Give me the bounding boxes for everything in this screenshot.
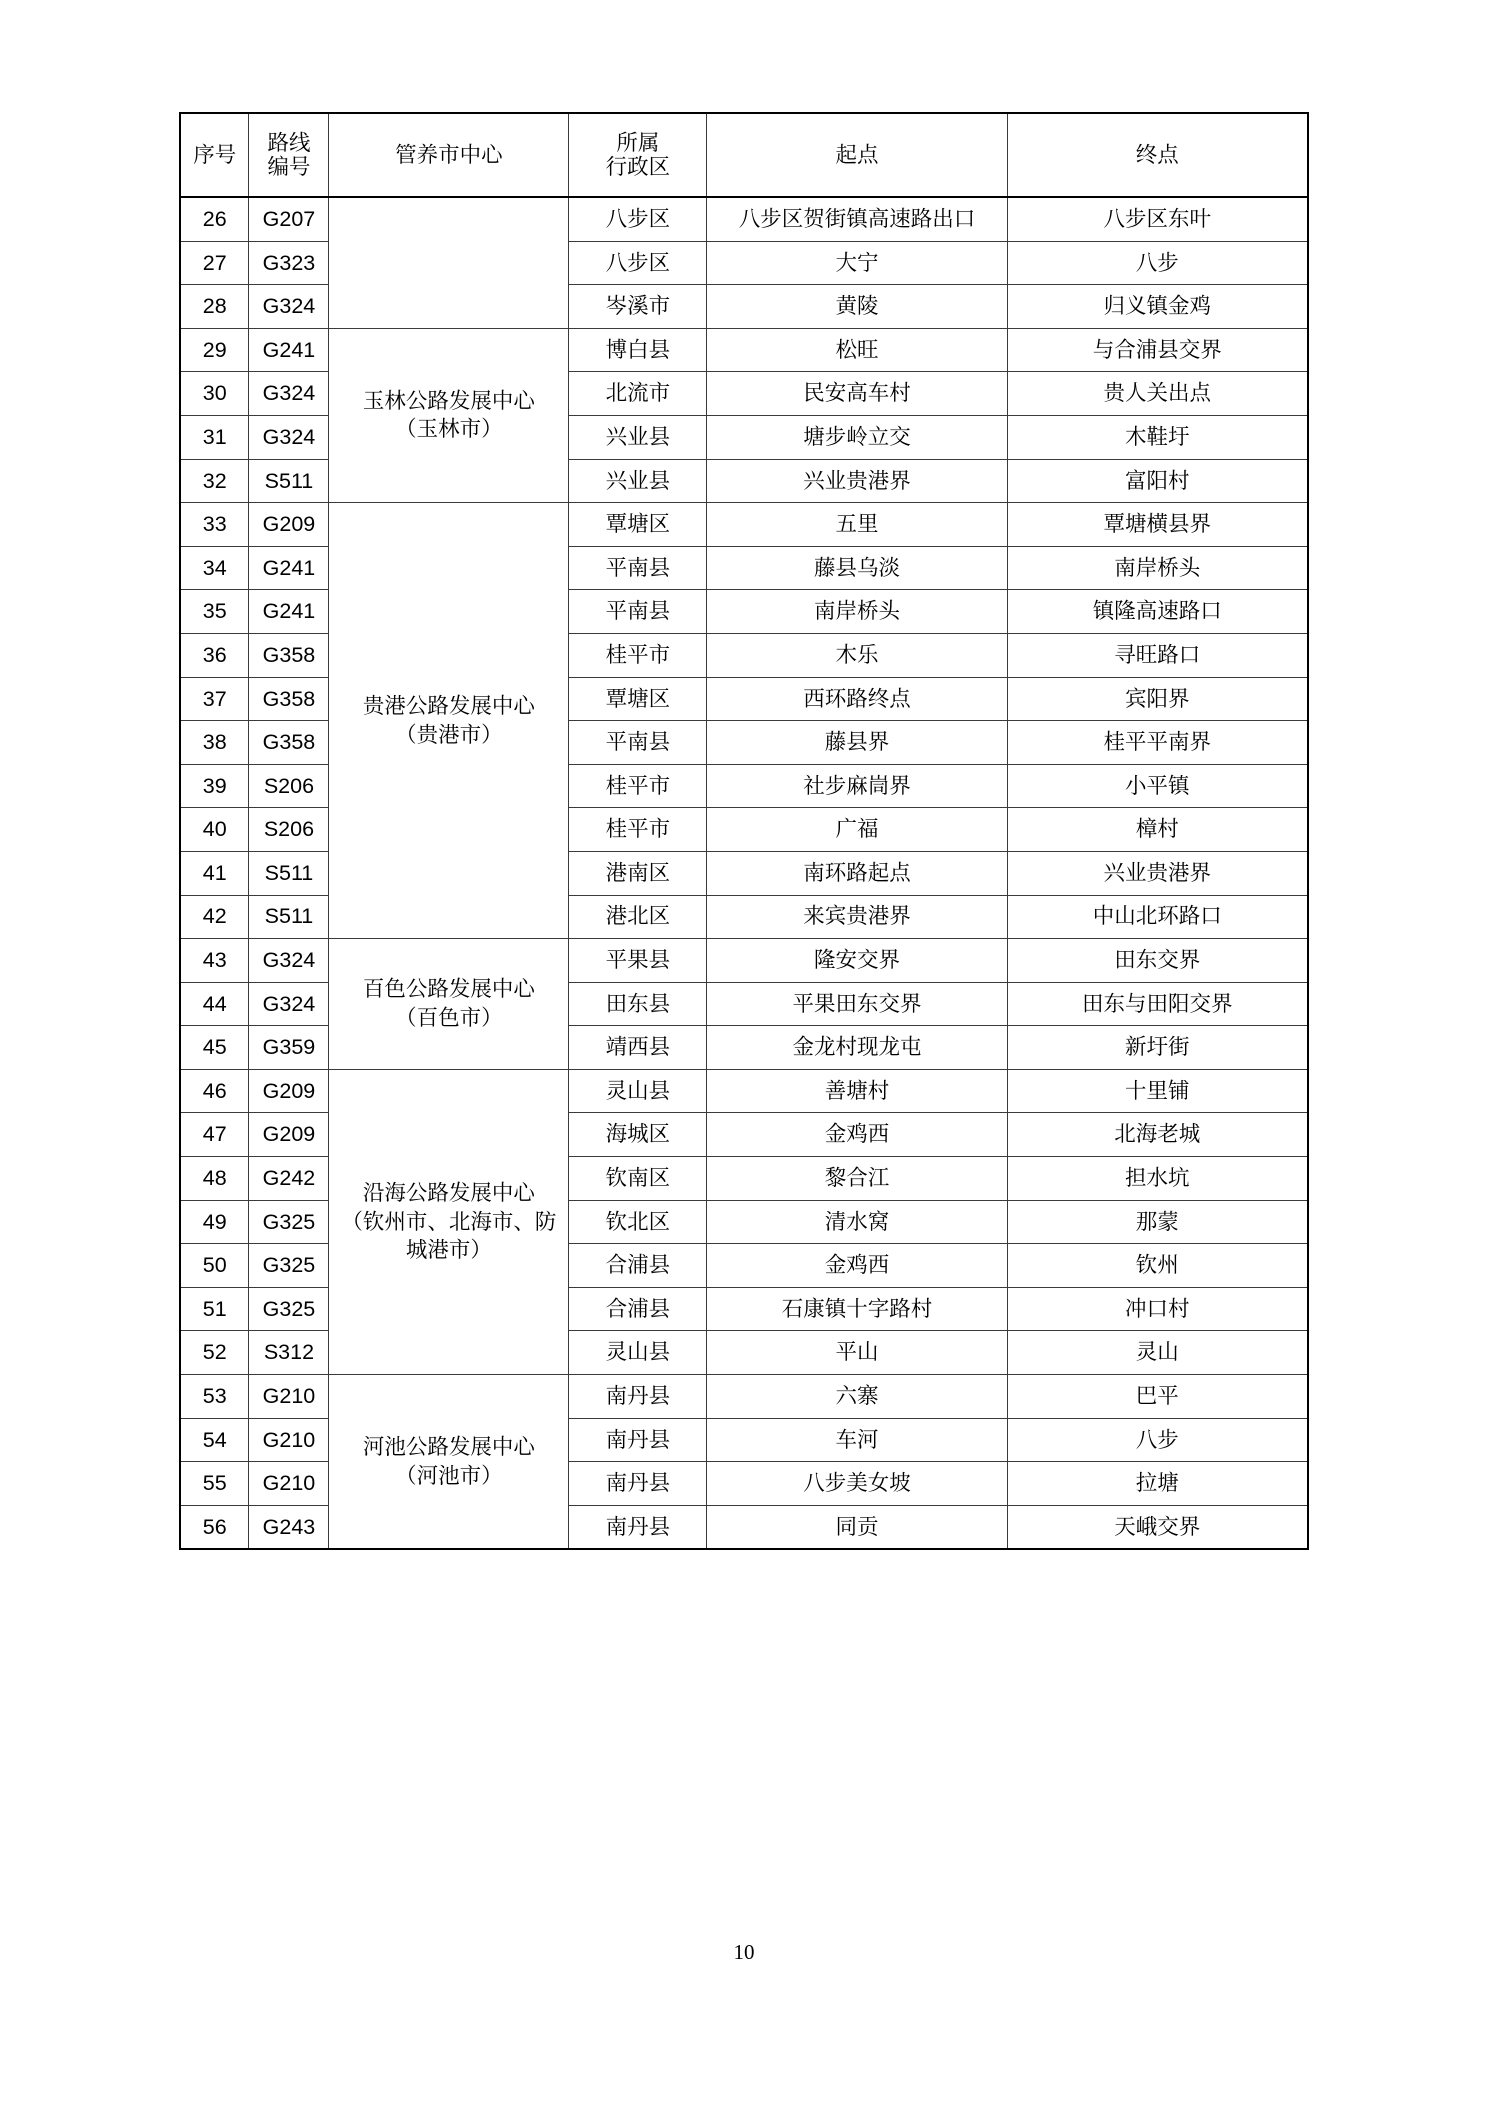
cell-start-point: 隆安交界 <box>707 939 1007 983</box>
cell-start-point: 塘步岭立交 <box>707 415 1007 459</box>
cell-route-number: G209 <box>249 1069 329 1113</box>
cell-district: 博白县 <box>569 328 707 372</box>
cell-district: 兴业县 <box>569 459 707 503</box>
cell-start-point: 西环路终点 <box>707 677 1007 721</box>
cell-district: 钦北区 <box>569 1200 707 1244</box>
cell-end-point: 巴平 <box>1007 1375 1308 1419</box>
cell-start-point: 金鸡西 <box>707 1244 1007 1288</box>
cell-seq: 43 <box>180 939 249 983</box>
cell-end-point: 镇隆高速路口 <box>1007 590 1308 634</box>
cell-seq: 37 <box>180 677 249 721</box>
cell-end-point: 南岸桥头 <box>1007 546 1308 590</box>
cell-end-point: 木鞋圩 <box>1007 415 1308 459</box>
cell-route-number: G358 <box>249 677 329 721</box>
header-seq: 序号 <box>180 113 249 197</box>
cell-route-number: G359 <box>249 1026 329 1070</box>
cell-seq: 51 <box>180 1287 249 1331</box>
cell-route-number: S312 <box>249 1331 329 1375</box>
cell-maintenance-center <box>329 939 569 1070</box>
cell-end-point: 小平镇 <box>1007 764 1308 808</box>
table-row <box>180 939 1308 983</box>
cell-end-point: 兴业贵港界 <box>1007 851 1308 895</box>
cell-end-point: 天峨交界 <box>1007 1505 1308 1549</box>
cell-seq: 26 <box>180 197 249 241</box>
table-row <box>180 197 1308 241</box>
cell-end-point: 灵山 <box>1007 1331 1308 1375</box>
cell-start-point: 南环路起点 <box>707 851 1007 895</box>
cell-district: 田东县 <box>569 982 707 1026</box>
cell-seq: 52 <box>180 1331 249 1375</box>
cell-end-point: 冲口村 <box>1007 1287 1308 1331</box>
cell-start-point: 藤县乌淡 <box>707 546 1007 590</box>
cell-district: 覃塘区 <box>569 677 707 721</box>
cell-seq: 32 <box>180 459 249 503</box>
cell-route-number: G358 <box>249 633 329 677</box>
cell-start-point: 来宾贵港界 <box>707 895 1007 939</box>
cell-end-point: 覃塘横县界 <box>1007 503 1308 547</box>
cell-route-number: G324 <box>249 982 329 1026</box>
cell-seq: 39 <box>180 764 249 808</box>
cell-seq: 53 <box>180 1375 249 1419</box>
cell-route-number: S511 <box>249 851 329 895</box>
center-city: （贵港市） <box>395 722 503 747</box>
header-maintenance-center: 管养市中心 <box>329 113 569 197</box>
cell-end-point: 宾阳界 <box>1007 677 1308 721</box>
cell-end-point: 富阳村 <box>1007 459 1308 503</box>
cell-route-number: G243 <box>249 1505 329 1549</box>
cell-seq: 48 <box>180 1157 249 1201</box>
cell-start-point: 南岸桥头 <box>707 590 1007 634</box>
cell-route-number: G241 <box>249 546 329 590</box>
table-container <box>179 112 1309 1550</box>
cell-route-number: G324 <box>249 372 329 416</box>
cell-district: 南丹县 <box>569 1418 707 1462</box>
cell-end-point: 贵人关出点 <box>1007 372 1308 416</box>
table-row <box>180 1375 1308 1419</box>
cell-seq: 56 <box>180 1505 249 1549</box>
cell-district: 八步区 <box>569 241 707 285</box>
cell-start-point: 车河 <box>707 1418 1007 1462</box>
cell-start-point: 社步麻峝界 <box>707 764 1007 808</box>
cell-start-point: 广福 <box>707 808 1007 852</box>
cell-start-point: 民安高车村 <box>707 372 1007 416</box>
cell-district: 八步区 <box>569 197 707 241</box>
cell-seq: 35 <box>180 590 249 634</box>
cell-seq: 33 <box>180 503 249 547</box>
header-end-point: 终点 <box>1007 113 1308 197</box>
cell-route-number: G325 <box>249 1287 329 1331</box>
table-row <box>180 503 1308 547</box>
cell-seq: 41 <box>180 851 249 895</box>
cell-start-point: 黎合江 <box>707 1157 1007 1201</box>
cell-district: 平南县 <box>569 721 707 765</box>
cell-district: 港南区 <box>569 851 707 895</box>
center-city: （河池市） <box>395 1463 503 1488</box>
cell-district: 南丹县 <box>569 1375 707 1419</box>
cell-seq: 31 <box>180 415 249 459</box>
cell-route-number: S511 <box>249 459 329 503</box>
cell-start-point: 黄陵 <box>707 285 1007 329</box>
cell-end-point: 中山北环路口 <box>1007 895 1308 939</box>
cell-end-point: 归义镇金鸡 <box>1007 285 1308 329</box>
road-segment-table <box>179 112 1309 1550</box>
cell-end-point: 新圩街 <box>1007 1026 1308 1070</box>
page-number: 10 <box>733 1940 755 1964</box>
header-row <box>180 113 1308 197</box>
center-name: 玉林公路发展中心 <box>362 388 535 413</box>
cell-maintenance-center <box>329 197 569 328</box>
cell-end-point: 樟村 <box>1007 808 1308 852</box>
cell-end-point: 担水坑 <box>1007 1157 1308 1201</box>
header-district: 所属 行政区 <box>569 113 707 197</box>
table-body <box>180 197 1308 1549</box>
cell-end-point: 田东与田阳交界 <box>1007 982 1308 1026</box>
cell-seq: 42 <box>180 895 249 939</box>
cell-start-point: 木乐 <box>707 633 1007 677</box>
cell-seq: 47 <box>180 1113 249 1157</box>
cell-district: 北流市 <box>569 372 707 416</box>
cell-route-number: G358 <box>249 721 329 765</box>
cell-end-point: 八步 <box>1007 241 1308 285</box>
cell-district: 平果县 <box>569 939 707 983</box>
cell-end-point: 拉塘 <box>1007 1462 1308 1506</box>
cell-start-point: 八步区贺街镇高速路出口 <box>707 197 1007 241</box>
cell-district: 南丹县 <box>569 1505 707 1549</box>
cell-maintenance-center <box>329 328 569 502</box>
cell-start-point: 兴业贵港界 <box>707 459 1007 503</box>
cell-end-point: 钦州 <box>1007 1244 1308 1288</box>
cell-route-number: S206 <box>249 808 329 852</box>
cell-route-number: G210 <box>249 1418 329 1462</box>
cell-start-point: 同贡 <box>707 1505 1007 1549</box>
cell-district: 桂平市 <box>569 633 707 677</box>
cell-route-number: G325 <box>249 1200 329 1244</box>
cell-route-number: G241 <box>249 590 329 634</box>
cell-start-point: 平山 <box>707 1331 1007 1375</box>
cell-district: 合浦县 <box>569 1287 707 1331</box>
cell-end-point: 八步 <box>1007 1418 1308 1462</box>
cell-seq: 50 <box>180 1244 249 1288</box>
cell-route-number: G242 <box>249 1157 329 1201</box>
cell-district: 南丹县 <box>569 1462 707 1506</box>
cell-seq: 40 <box>180 808 249 852</box>
cell-start-point: 金鸡西 <box>707 1113 1007 1157</box>
cell-seq: 44 <box>180 982 249 1026</box>
cell-maintenance-center <box>329 1069 569 1374</box>
cell-start-point: 藤县界 <box>707 721 1007 765</box>
cell-district: 平南县 <box>569 546 707 590</box>
cell-end-point: 北海老城 <box>1007 1113 1308 1157</box>
cell-route-number: G324 <box>249 939 329 983</box>
cell-district: 合浦县 <box>569 1244 707 1288</box>
cell-maintenance-center <box>329 503 569 939</box>
cell-district: 靖西县 <box>569 1026 707 1070</box>
cell-district: 兴业县 <box>569 415 707 459</box>
cell-seq: 30 <box>180 372 249 416</box>
cell-start-point: 金龙村现龙屯 <box>707 1026 1007 1070</box>
table-row <box>180 328 1308 372</box>
cell-district: 灵山县 <box>569 1069 707 1113</box>
cell-district: 钦南区 <box>569 1157 707 1201</box>
cell-end-point: 田东交界 <box>1007 939 1308 983</box>
cell-route-number: G324 <box>249 415 329 459</box>
cell-seq: 46 <box>180 1069 249 1113</box>
cell-end-point: 八步区东叶 <box>1007 197 1308 241</box>
cell-end-point: 那蒙 <box>1007 1200 1308 1244</box>
cell-route-number: G209 <box>249 1113 329 1157</box>
cell-district: 灵山县 <box>569 1331 707 1375</box>
cell-start-point: 八步美女坡 <box>707 1462 1007 1506</box>
cell-route-number: G241 <box>249 328 329 372</box>
cell-district: 覃塘区 <box>569 503 707 547</box>
table-header <box>180 113 1308 197</box>
cell-route-number: G325 <box>249 1244 329 1288</box>
cell-district: 平南县 <box>569 590 707 634</box>
cell-end-point: 寻旺路口 <box>1007 633 1308 677</box>
cell-seq: 34 <box>180 546 249 590</box>
center-city: （钦州市、北海市、防城港市） <box>341 1209 557 1263</box>
cell-start-point: 松旺 <box>707 328 1007 372</box>
cell-start-point: 清水窝 <box>707 1200 1007 1244</box>
center-name: 百色公路发展中心 <box>362 977 535 1002</box>
cell-end-point: 与合浦县交界 <box>1007 328 1308 372</box>
cell-district: 桂平市 <box>569 808 707 852</box>
cell-route-number: S511 <box>249 895 329 939</box>
cell-seq: 38 <box>180 721 249 765</box>
cell-route-number: G323 <box>249 241 329 285</box>
cell-start-point: 石康镇十字路村 <box>707 1287 1007 1331</box>
table-row <box>180 1069 1308 1113</box>
center-name: 贵港公路发展中心 <box>362 693 535 718</box>
cell-start-point: 善塘村 <box>707 1069 1007 1113</box>
cell-maintenance-center <box>329 1375 569 1550</box>
cell-route-number: G324 <box>249 285 329 329</box>
cell-seq: 27 <box>180 241 249 285</box>
cell-district: 港北区 <box>569 895 707 939</box>
cell-seq: 55 <box>180 1462 249 1506</box>
center-city: （玉林市） <box>395 417 503 442</box>
cell-district: 岑溪市 <box>569 285 707 329</box>
cell-route-number: G209 <box>249 503 329 547</box>
cell-start-point: 平果田东交界 <box>707 982 1007 1026</box>
cell-seq: 49 <box>180 1200 249 1244</box>
header-route-number: 路线 编号 <box>249 113 329 197</box>
cell-start-point: 大宁 <box>707 241 1007 285</box>
center-name: 河池公路发展中心 <box>362 1434 535 1459</box>
header-start-point: 起点 <box>707 113 1007 197</box>
cell-end-point: 十里铺 <box>1007 1069 1308 1113</box>
cell-seq: 45 <box>180 1026 249 1070</box>
cell-district: 海城区 <box>569 1113 707 1157</box>
center-city: （百色市） <box>395 1005 503 1030</box>
cell-seq: 29 <box>180 328 249 372</box>
center-name: 沿海公路发展中心 <box>362 1180 535 1205</box>
cell-start-point: 五里 <box>707 503 1007 547</box>
cell-route-number: S206 <box>249 764 329 808</box>
cell-seq: 54 <box>180 1418 249 1462</box>
cell-route-number: G210 <box>249 1462 329 1506</box>
cell-start-point: 六寨 <box>707 1375 1007 1419</box>
cell-seq: 28 <box>180 285 249 329</box>
cell-route-number: G210 <box>249 1375 329 1419</box>
cell-end-point: 桂平平南界 <box>1007 721 1308 765</box>
cell-route-number: G207 <box>249 197 329 241</box>
cell-district: 桂平市 <box>569 764 707 808</box>
cell-seq: 36 <box>180 633 249 677</box>
